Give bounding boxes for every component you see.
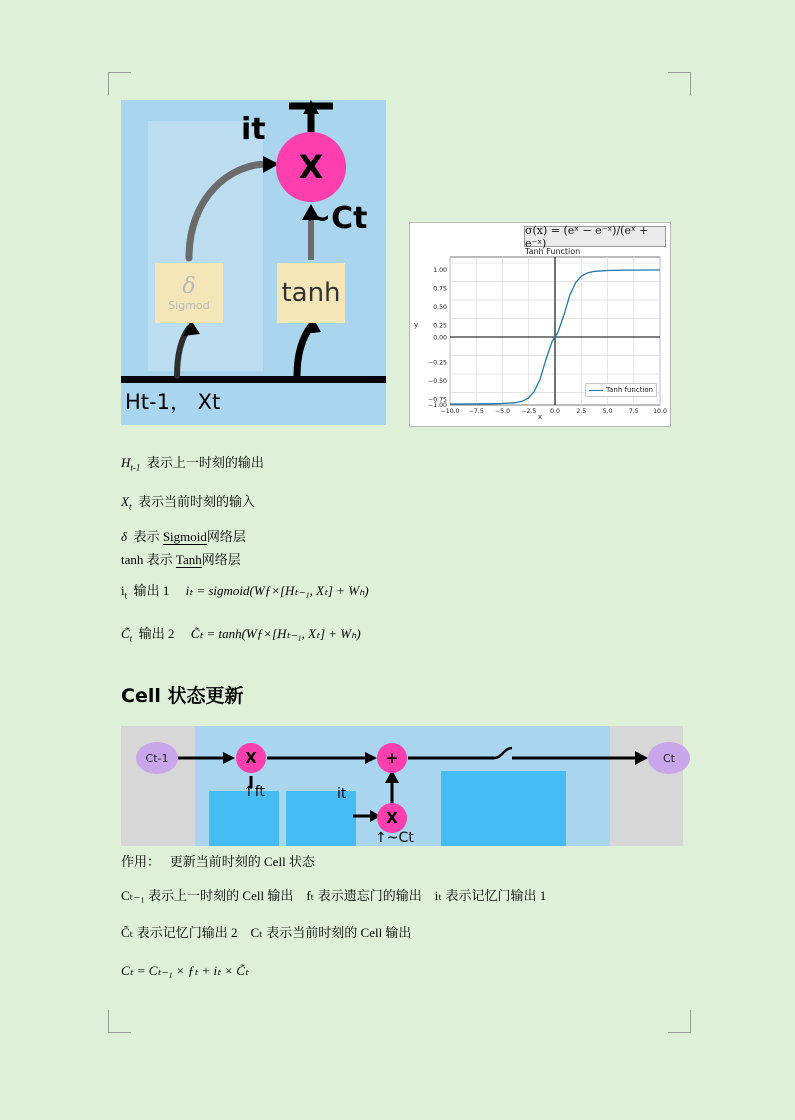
tanh-layer-box: tanh <box>277 263 345 323</box>
definition-sigmoid-prefix: 表示 <box>133 529 160 545</box>
symbol-i: i <box>121 583 125 599</box>
symbol-x-sub: t <box>128 501 132 512</box>
input-gate-label-2: it <box>337 786 347 803</box>
symbol-tanh: tanh <box>121 552 144 568</box>
svg-text:0.0: 0.0 <box>550 408 560 415</box>
definition-it-text: 输出 1 <box>133 583 170 599</box>
lstm-input-gate-diagram <box>121 100 386 425</box>
svg-text:5.0: 5.0 <box>602 408 613 415</box>
plot-title: Tanh Function <box>525 247 581 256</box>
formula-cell-state: Cₜ = Cₜ₋₁ × ƒₜ + iₜ × C̃ₜ <box>121 962 249 978</box>
prev-cell-state-node: Ct-1 <box>136 742 178 774</box>
legend-label: Tanh function <box>606 386 654 394</box>
definition-ht <box>121 452 683 473</box>
add-node-icon: + <box>377 743 407 773</box>
svg-text:−0.75: −0.75 <box>428 396 447 404</box>
definition-xt-text: 表示当前时刻的输入 <box>137 493 255 509</box>
svg-text:1.00: 1.00 <box>433 267 447 274</box>
def-forget-gate: fₜ 表示遗忘门的输出 <box>306 887 422 903</box>
formula-it: iₜ = sigmoid(Wƒ×[Hₜ₋₁, Xₜ] + Wₕ) <box>185 583 369 599</box>
svg-text:0.00: 0.00 <box>433 334 447 342</box>
definition-sigmoid-suffix: 网络层 <box>206 529 246 545</box>
sigmoid-layer-box <box>155 263 223 323</box>
definition-it <box>121 580 683 601</box>
symbol-ct-tilde: C̃ <box>121 625 130 641</box>
symbol-h: H <box>121 455 131 470</box>
purpose-text: 更新当前时刻的 Cell 状态 <box>169 854 315 870</box>
definition-candidate-text: 输出 2 <box>138 625 175 641</box>
definition-candidate-ct <box>121 623 683 644</box>
cell-state-update-diagram <box>121 726 683 846</box>
tanh-function-plot <box>409 222 671 427</box>
svg-text:0.50: 0.50 <box>433 304 447 311</box>
svg-text:−0.25: −0.25 <box>428 359 447 367</box>
candidate-cell-label: ~Ct <box>306 201 368 236</box>
svg-text:10.0: 10.0 <box>653 408 667 415</box>
definition-sigmoid <box>121 526 683 545</box>
cell-state-formula <box>121 963 683 979</box>
forget-gate-label: ↑ft <box>243 784 265 801</box>
definition-ht-text: 表示上一时刻的输出 <box>146 455 264 470</box>
legend-line-icon <box>589 390 603 391</box>
input-gate-label: it <box>241 112 266 147</box>
tanh-formula-bar: σ(x) = (eˣ − e⁻ˣ)/(eˣ + e⁻ˣ) <box>524 226 666 247</box>
sigmoid-name: Sigmod <box>168 299 210 312</box>
purpose-line <box>121 852 683 872</box>
previous-output-input-label: Ht-1， Xt <box>125 390 221 414</box>
svg-text:−0.50: −0.50 <box>428 378 447 385</box>
definition-tanh <box>121 549 683 568</box>
svg-text:0.75: 0.75 <box>433 285 447 293</box>
symbol-delta: δ <box>121 529 128 545</box>
svg-text:−10.0: −10.0 <box>440 408 460 415</box>
sigmoid-link[interactable]: Sigmoid <box>162 529 207 545</box>
section-heading-cell-state-update: Cell 状态更新 <box>121 685 244 708</box>
definition-tanh-prefix: 表示 <box>146 552 173 568</box>
def-candidate-cell: C̃ₜ 表示记忆门输出 2 <box>121 925 238 941</box>
svg-text:7.5: 7.5 <box>628 408 639 415</box>
cell-definitions-line-2 <box>121 923 683 943</box>
symbol-i-sub: t <box>124 590 128 601</box>
tanh-link[interactable]: Tanh <box>175 552 202 568</box>
svg-text:−1.00: −1.00 <box>428 402 447 409</box>
svg-text:2.5: 2.5 <box>576 408 587 415</box>
document-content <box>121 80 683 979</box>
multiply-node-icon-1: X <box>236 743 266 773</box>
def-prev-cell: Cₜ₋₁ 表示上一时刻的 Cell 输出 <box>121 887 294 903</box>
plot-legend <box>585 383 657 397</box>
symbol-ct-sub: t <box>129 633 133 644</box>
def-input-gate: iₜ 表示记忆门输出 1 <box>434 887 547 903</box>
plot-xlabel: x <box>538 413 543 421</box>
crop-mark-bottom-right <box>668 1010 691 1033</box>
cell-definitions-line-1 <box>121 886 683 906</box>
candidate-cell-label-2: ↑~Ct <box>375 830 414 847</box>
symbol-h-sub: t-1 <box>130 462 141 473</box>
svg-text:−7.5: −7.5 <box>468 408 484 415</box>
formula-candidate-ct: C̃ₜ = tanh(Wƒ×[Hₜ₋₁, Xₜ] + Wₕ) <box>190 625 361 641</box>
multiply-node-icon-2: X <box>377 803 407 833</box>
purpose-label: 作用： <box>121 854 161 870</box>
def-cell-output: Cₜ 表示当前时刻的 Cell 输出 <box>250 925 412 941</box>
cell-state-output-node: Ct <box>648 742 690 774</box>
sigmoid-symbol: δ <box>182 274 196 299</box>
multiply-node-icon: X <box>276 132 346 202</box>
definition-xt <box>121 491 683 512</box>
definition-tanh-suffix: 网络层 <box>201 552 241 568</box>
svg-text:−2.5: −2.5 <box>521 408 537 415</box>
crop-mark-bottom-left <box>108 1010 131 1033</box>
svg-text:−5.0: −5.0 <box>494 408 511 415</box>
plot-ylabel: y <box>414 321 419 329</box>
svg-text:0.25: 0.25 <box>433 322 447 330</box>
symbol-x: X <box>121 493 129 509</box>
